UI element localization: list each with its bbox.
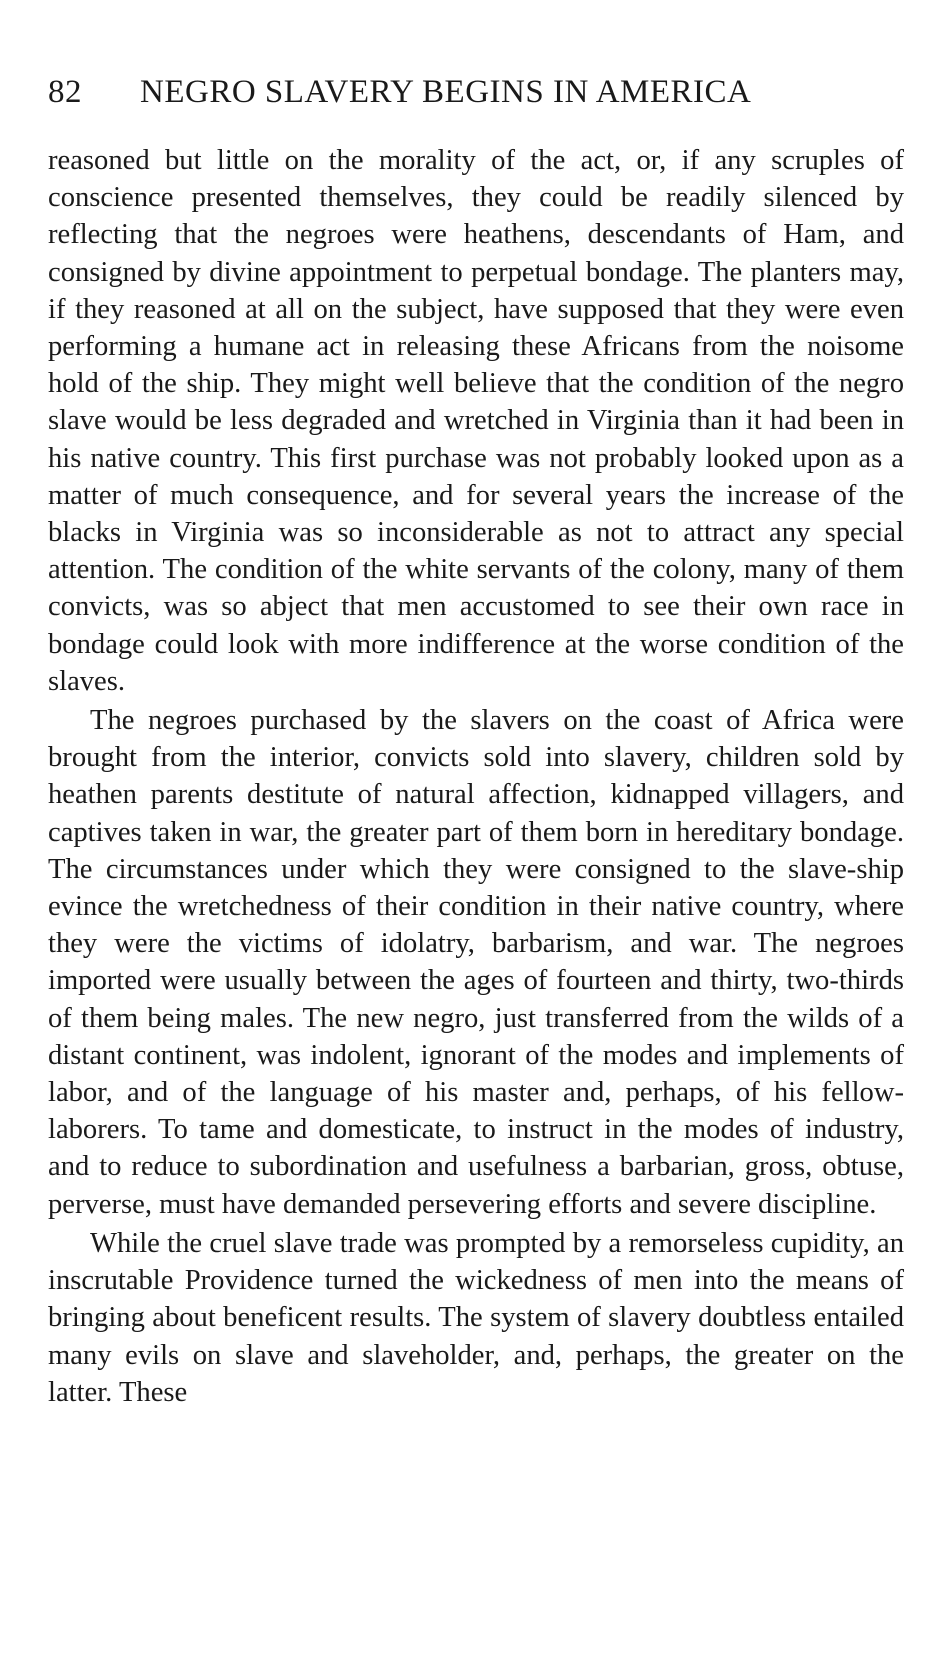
book-page [48, 0, 904, 1678]
paragraph-continued: reasoned but little on the morality of the act, or, if any scruples of conscience presented themselves, they could be readily silenced by reflecting that the negroes were heathens, descendants of Ham, and consigned by divine appointment to perpetual bondage. The planters may, if they reasoned at all on the subject, have supposed that they were even performing a humane act in releasing these Africans from the noisome hold of the ship. They might well believe that the condition of the negro slave would be less degraded and wretched in Virginia than it had been in his native country. This first purchase was not probably looked upon as a matter of much consequence, and for several years the increase of the blacks in Virginia was so inconsiderable as not to attract any special attention. The condition of the white servants of the colony, many of them convicts, was so abject that men accustomed to see their own race in bondage could look with more indifference at the worse condition of the slaves. [48, 145, 904, 697]
body-text [48, 142, 904, 1411]
paragraph: The negroes purchased by the slavers on the coast of Africa were brought from the interior, convicts sold into slavery, children sold by heathen parents destitute of natural affection, kidnapped villagers, and captives taken in war, the greater part of them born in hereditary bondage. The circumstances under which they were consigned to the slave-ship evince the wretchedness of their condition in their native country, where they were the victims of idolatry, barbarism, and war. The negroes imported were usually between the ages of fourteen and thirty, two-thirds of them being males. The new negro, just transferred from the wilds of a distant continent, was indolent, ignorant of the modes and implements of labor, and of the language of his master and, perhaps, of his fellow-laborers. To tame and domesticate, to instruct in the modes of industry, and to reduce to subordination and usefulness a barbarian, gross, obtuse, perverse, must have demanded persevering efforts and severe discipline. [48, 705, 904, 1220]
running-title: NEGRO SLAVERY BEGINS IN AMERICA [140, 74, 752, 110]
paragraph: While the cruel slave trade was prompted by a remorseless cupidity, an inscrutable Providence turned the wickedness of men into the means of bringing about beneficent results. The system of slavery doubtless entailed many evils on slave and slaveholder, and, perhaps, the greater on the latter. These [48, 1227, 904, 1408]
running-head [48, 74, 904, 122]
page-number: 82 [48, 74, 82, 110]
